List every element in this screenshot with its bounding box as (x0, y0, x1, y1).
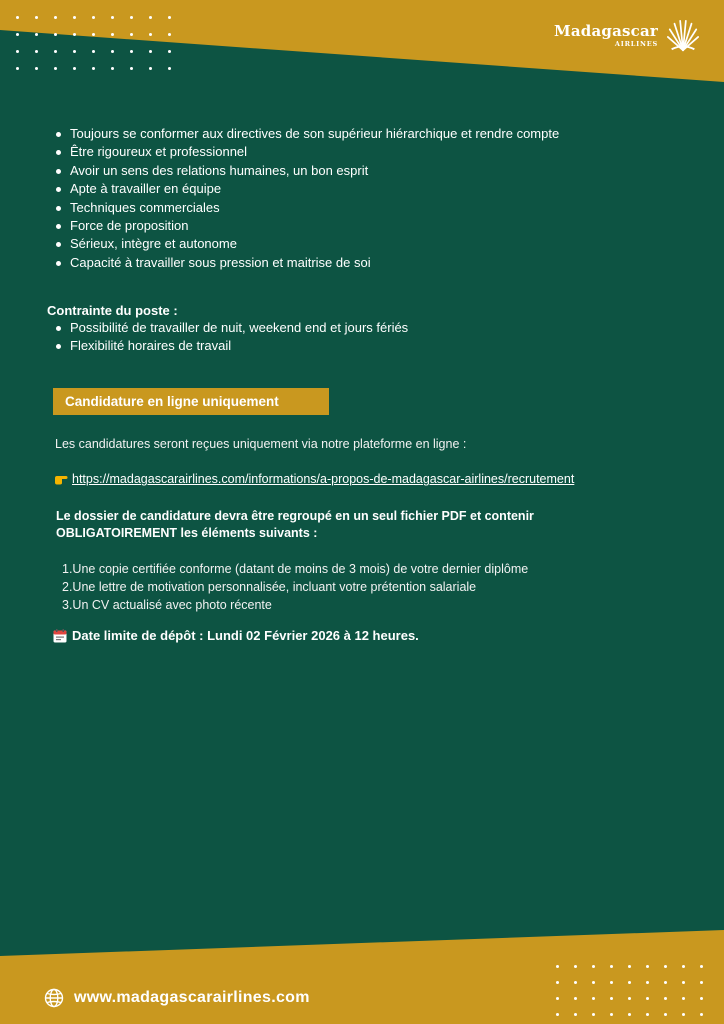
decorative-dots-top (16, 16, 171, 70)
list-item: Force de proposition (54, 217, 694, 235)
fan-palm-logo-icon (664, 18, 702, 54)
list-item: Flexibilité horaires de travail (54, 337, 694, 355)
list-item: 2.Une lettre de motivation personnalisée, incluant votre prétention salariale (62, 580, 477, 594)
recruitment-link-row (54, 472, 574, 486)
brand-logo (554, 18, 702, 54)
list-item: 1.Une copie certifiée conforme (datant de moins de 3 mois) de votre dernier diplôme (62, 562, 529, 576)
list-item: 3.Un CV actualisé avec photo récente (62, 598, 272, 612)
list-item: Être rigoureux et professionnel (54, 143, 694, 161)
dossier-instructions (56, 508, 678, 542)
calendar-icon (53, 629, 67, 643)
dossier-line-2: OBLIGATOIREMENT les éléments suivants : (56, 526, 318, 540)
globe-icon (44, 988, 64, 1008)
brand-subtitle: AIRLINES (614, 40, 658, 49)
constraints-title: Contrainte du poste : (47, 303, 178, 318)
footer-website (44, 988, 310, 1008)
dossier-line-1: Le dossier de candidature devra être regroupé en un seul fichier PDF et contenir (56, 509, 534, 523)
list-item: Apte à travailler en équipe (54, 180, 694, 198)
decorative-dots-bottom (556, 965, 703, 1016)
list-item: Possibilité de travailler de nuit, weekend end et jours fériés (54, 319, 694, 337)
online-application-banner: Candidature en ligne uniquement (53, 388, 329, 415)
pointing-hand-icon (54, 474, 68, 485)
constraints-list (54, 319, 694, 356)
list-item: Toujours se conformer aux directives de son supérieur hiérarchique et rendre compte (54, 125, 694, 143)
recruitment-link[interactable]: https://madagascarairlines.com/informations/a-propos-de-madagascar-airlines/recrutement (72, 472, 575, 486)
required-documents-list (62, 560, 528, 614)
list-item: Capacité à travailler sous pression et maitrise de soi (54, 254, 694, 272)
list-item: Sérieux, intègre et autonome (54, 235, 694, 253)
qualities-list (54, 125, 694, 272)
website-link[interactable]: www.madagascarairlines.com (74, 989, 310, 1006)
deadline-text: Date limite de dépôt : Lundi 02 Février 2026 à 12 heures. (72, 628, 419, 643)
list-item: Techniques commerciales (54, 199, 694, 217)
application-intro: Les candidatures seront reçues uniquement via notre plateforme en ligne : (55, 437, 467, 451)
list-item: Avoir un sens des relations humaines, un bon esprit (54, 162, 694, 180)
deadline (53, 628, 419, 643)
brand-name: Madagascar (554, 22, 658, 41)
